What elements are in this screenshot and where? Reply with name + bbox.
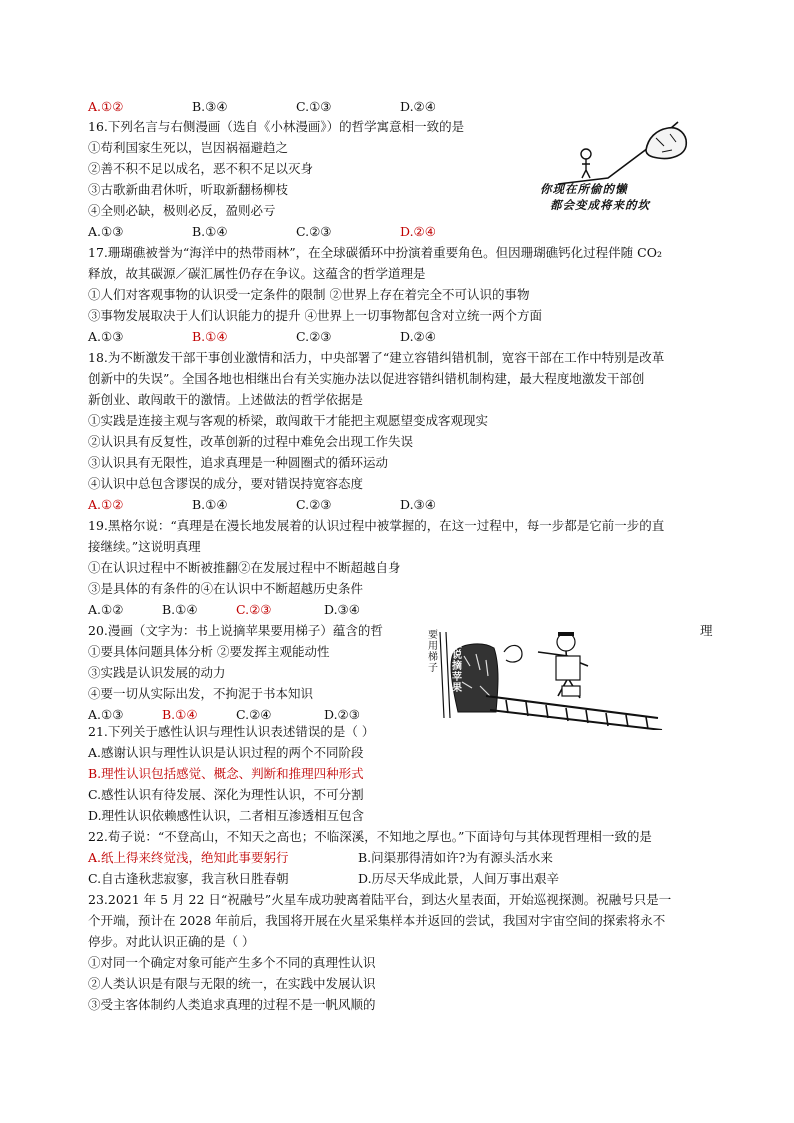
q20-stem-tail: 理 xyxy=(700,623,713,638)
q19-option-b[interactable]: B.①④ xyxy=(162,602,198,617)
q22-option-b[interactable]: B.问渠那得清如许?为有源头活水来 xyxy=(358,850,553,865)
q16-option-d[interactable]: D.②④ xyxy=(400,224,436,239)
q17-option-a[interactable]: A.①③ xyxy=(88,329,124,344)
q19-option-a[interactable]: A.①② xyxy=(88,602,124,617)
q16-item: ②善不积不足以成名，恶不积不足以灭身 xyxy=(88,161,314,176)
q20-option-a[interactable]: A.①③ xyxy=(88,707,124,722)
q22-option-d[interactable]: D.历尽天华成此景，人间万事出艰辛 xyxy=(358,871,560,886)
q18-stem-line: 18.为不断激发干部干事创业激情和活力，中央部署了“建立容错纠错机制，宽容干部在工作中特别是改革 xyxy=(88,350,665,365)
boulder-drawing-icon xyxy=(538,108,718,188)
q16-item: ③古歌新曲君休听，听取新翻杨柳枝 xyxy=(88,182,289,197)
q17-option-b[interactable]: B.①④ xyxy=(192,329,228,344)
q18-item: ②认识具有反复性，改革创新的过程中难免会出现工作失误 xyxy=(88,434,414,449)
q16-option-c[interactable]: C.②③ xyxy=(296,224,332,239)
q19-item: ③是具体的有条件的④在认识中不断超越历史条件 xyxy=(88,581,364,596)
cartoon-caption-2: 都会变成将来的坎 xyxy=(550,198,650,212)
q22-stem: 22.荀子说：“不登高山，不知天之高也；不临深溪，不知地之厚也。”下面诗句与其体现哲理相一致的是 xyxy=(88,829,652,844)
q18-option-b[interactable]: B.①④ xyxy=(192,497,228,512)
q19-option-c[interactable]: C.②③ xyxy=(236,602,272,617)
q16-item: ①苟利国家生死以，岂因祸福避趋之 xyxy=(88,140,289,155)
q16-item: ④全则必缺，极则必反，盈则必亏 xyxy=(88,203,276,218)
q21-option-a[interactable]: A.感谢认识与理性认识是认识过程的两个不同阶段 xyxy=(88,745,364,760)
q18-item: ④认识中总包含谬误的成分，要对错误持宽容态度 xyxy=(88,476,364,491)
q18-item: ①实践是连接主观与客观的桥梁，敢闯敢干才能把主观愿望变成客观现实 xyxy=(88,413,489,428)
q18-stem-line: 创新中的失误”。全国各地也相继出台有关实施办法以促进容错纠错机制构建，最大程度地激发干部创 xyxy=(88,371,645,386)
q18-option-c[interactable]: C.②③ xyxy=(296,497,332,512)
q17-stem-line: 17.珊瑚礁被誉为“海洋中的热带雨林”，在全球碳循环中扮演着重要角色。但因珊瑚礁钙化过程伴随 CO₂ xyxy=(88,245,662,260)
q18-stem-line: 新创业、敢闯敢干的激情。上述做法的哲学依据是 xyxy=(88,392,364,407)
q21-stem: 21.下列关于感性认识与理性认识表述错误的是（ ） xyxy=(88,724,375,739)
q20-option-c[interactable]: C.②④ xyxy=(236,707,272,722)
q18-item: ③认识具有无限性，追求真理是一种圆圈式的循环运动 xyxy=(88,455,389,470)
q16-stem: 16.下列名言与右侧漫画（选自《小林漫画》）的哲学寓意相一致的是 xyxy=(88,119,465,134)
q15-option-d[interactable]: D.②④ xyxy=(400,99,436,114)
q15-option-a[interactable]: A.①② xyxy=(88,99,124,114)
q21-option-d[interactable]: D.理性认识依赖感性认识，二者相互渗透相互包含 xyxy=(88,808,365,823)
q21-option-b[interactable]: B.理性认识包括感觉、概念、判断和推理四种形式 xyxy=(88,766,364,781)
q23-item: ①对同一个确定对象可能产生多个不同的真理性认识 xyxy=(88,955,376,970)
q17-item: ③事物发展取决于人们认识能力的提升 ④世界上一切事物都包含对立统一两个方面 xyxy=(88,308,542,323)
q23-stem-line: 个开端，预计在 2028 年前后，我国将开展在火星采集样本并返回的尝试，我国对宇宙空间的探索将永不 xyxy=(88,913,666,928)
q23-stem-line: 停步。对此认识正确的是（ ） xyxy=(88,934,255,949)
ladder-cartoon-text-2: 要用梯子 xyxy=(428,630,438,674)
q17-option-c[interactable]: C.②③ xyxy=(296,329,332,344)
q23-stem-line: 23.2021 年 5 月 22 日“祝融号”火星车成功驶离着陆平台，到达火星表面，开始巡视探测。祝融号只是一 xyxy=(88,892,672,907)
q16-option-b[interactable]: B.①④ xyxy=(192,224,228,239)
q15-option-c[interactable]: C.①③ xyxy=(296,99,332,114)
q17-stem-line: 释放，故其碳源／碳汇属性仍存在争议。这蕴含的哲学道理是 xyxy=(88,266,426,281)
q19-stem-line: 19.黑格尔说：“真理是在漫长地发展着的认识过程中被掌握的，在这一过程中，每一步都是它前一步的直 xyxy=(88,518,665,533)
q19-stem-line: 接继续。”这说明真理 xyxy=(88,539,201,554)
q23-item: ②人类认识是有限与无限的统一，在实践中发展认识 xyxy=(88,976,376,991)
q22-option-a[interactable]: A.纸上得来终觉浅，绝知此事要躬行 xyxy=(88,850,289,865)
q20-stem: 20.漫画（文字为：书上说摘苹果要用梯子）蕴含的哲 xyxy=(88,623,383,638)
boulder-cartoon xyxy=(538,108,718,218)
q20-item: ④要一切从实际出发，不拘泥于书本知识 xyxy=(88,686,314,701)
q19-option-d[interactable]: D.③④ xyxy=(324,602,360,617)
q22-option-c[interactable]: C.自古逢秋悲寂寥，我言秋日胜春朝 xyxy=(88,871,289,886)
cartoon-caption-1: 你现在所偷的懒 xyxy=(540,182,628,196)
q23-item: ③受主客体制约人类追求真理的过程不是一帆风顺的 xyxy=(88,997,376,1012)
ladder-cartoon-text-1: 书上说摘苹果 xyxy=(452,628,462,694)
q18-option-a[interactable]: A.①② xyxy=(88,497,124,512)
q17-option-d[interactable]: D.②④ xyxy=(400,329,436,344)
q16-option-a[interactable]: A.①③ xyxy=(88,224,124,239)
q20-option-b[interactable]: B.①④ xyxy=(162,707,198,722)
q21-option-c[interactable]: C.感性认识有待发展、深化为理性认识，不可分割 xyxy=(88,787,364,802)
q20-item: ③实践是认识发展的动力 xyxy=(88,665,226,680)
q19-item: ①在认识过程中不断被推翻②在发展过程中不断超越自身 xyxy=(88,560,401,575)
q18-option-d[interactable]: D.③④ xyxy=(400,497,436,512)
q20-option-d[interactable]: D.②③ xyxy=(324,707,360,722)
ladder-cartoon xyxy=(418,626,668,730)
q20-item: ①要具体问题具体分析 ②要发挥主观能动性 xyxy=(88,644,330,659)
q17-item: ①人们对客观事物的认识受一定条件的限制 ②世界上存在着完全不可认识的事物 xyxy=(88,287,530,302)
q15-option-b[interactable]: B.③④ xyxy=(192,99,228,114)
